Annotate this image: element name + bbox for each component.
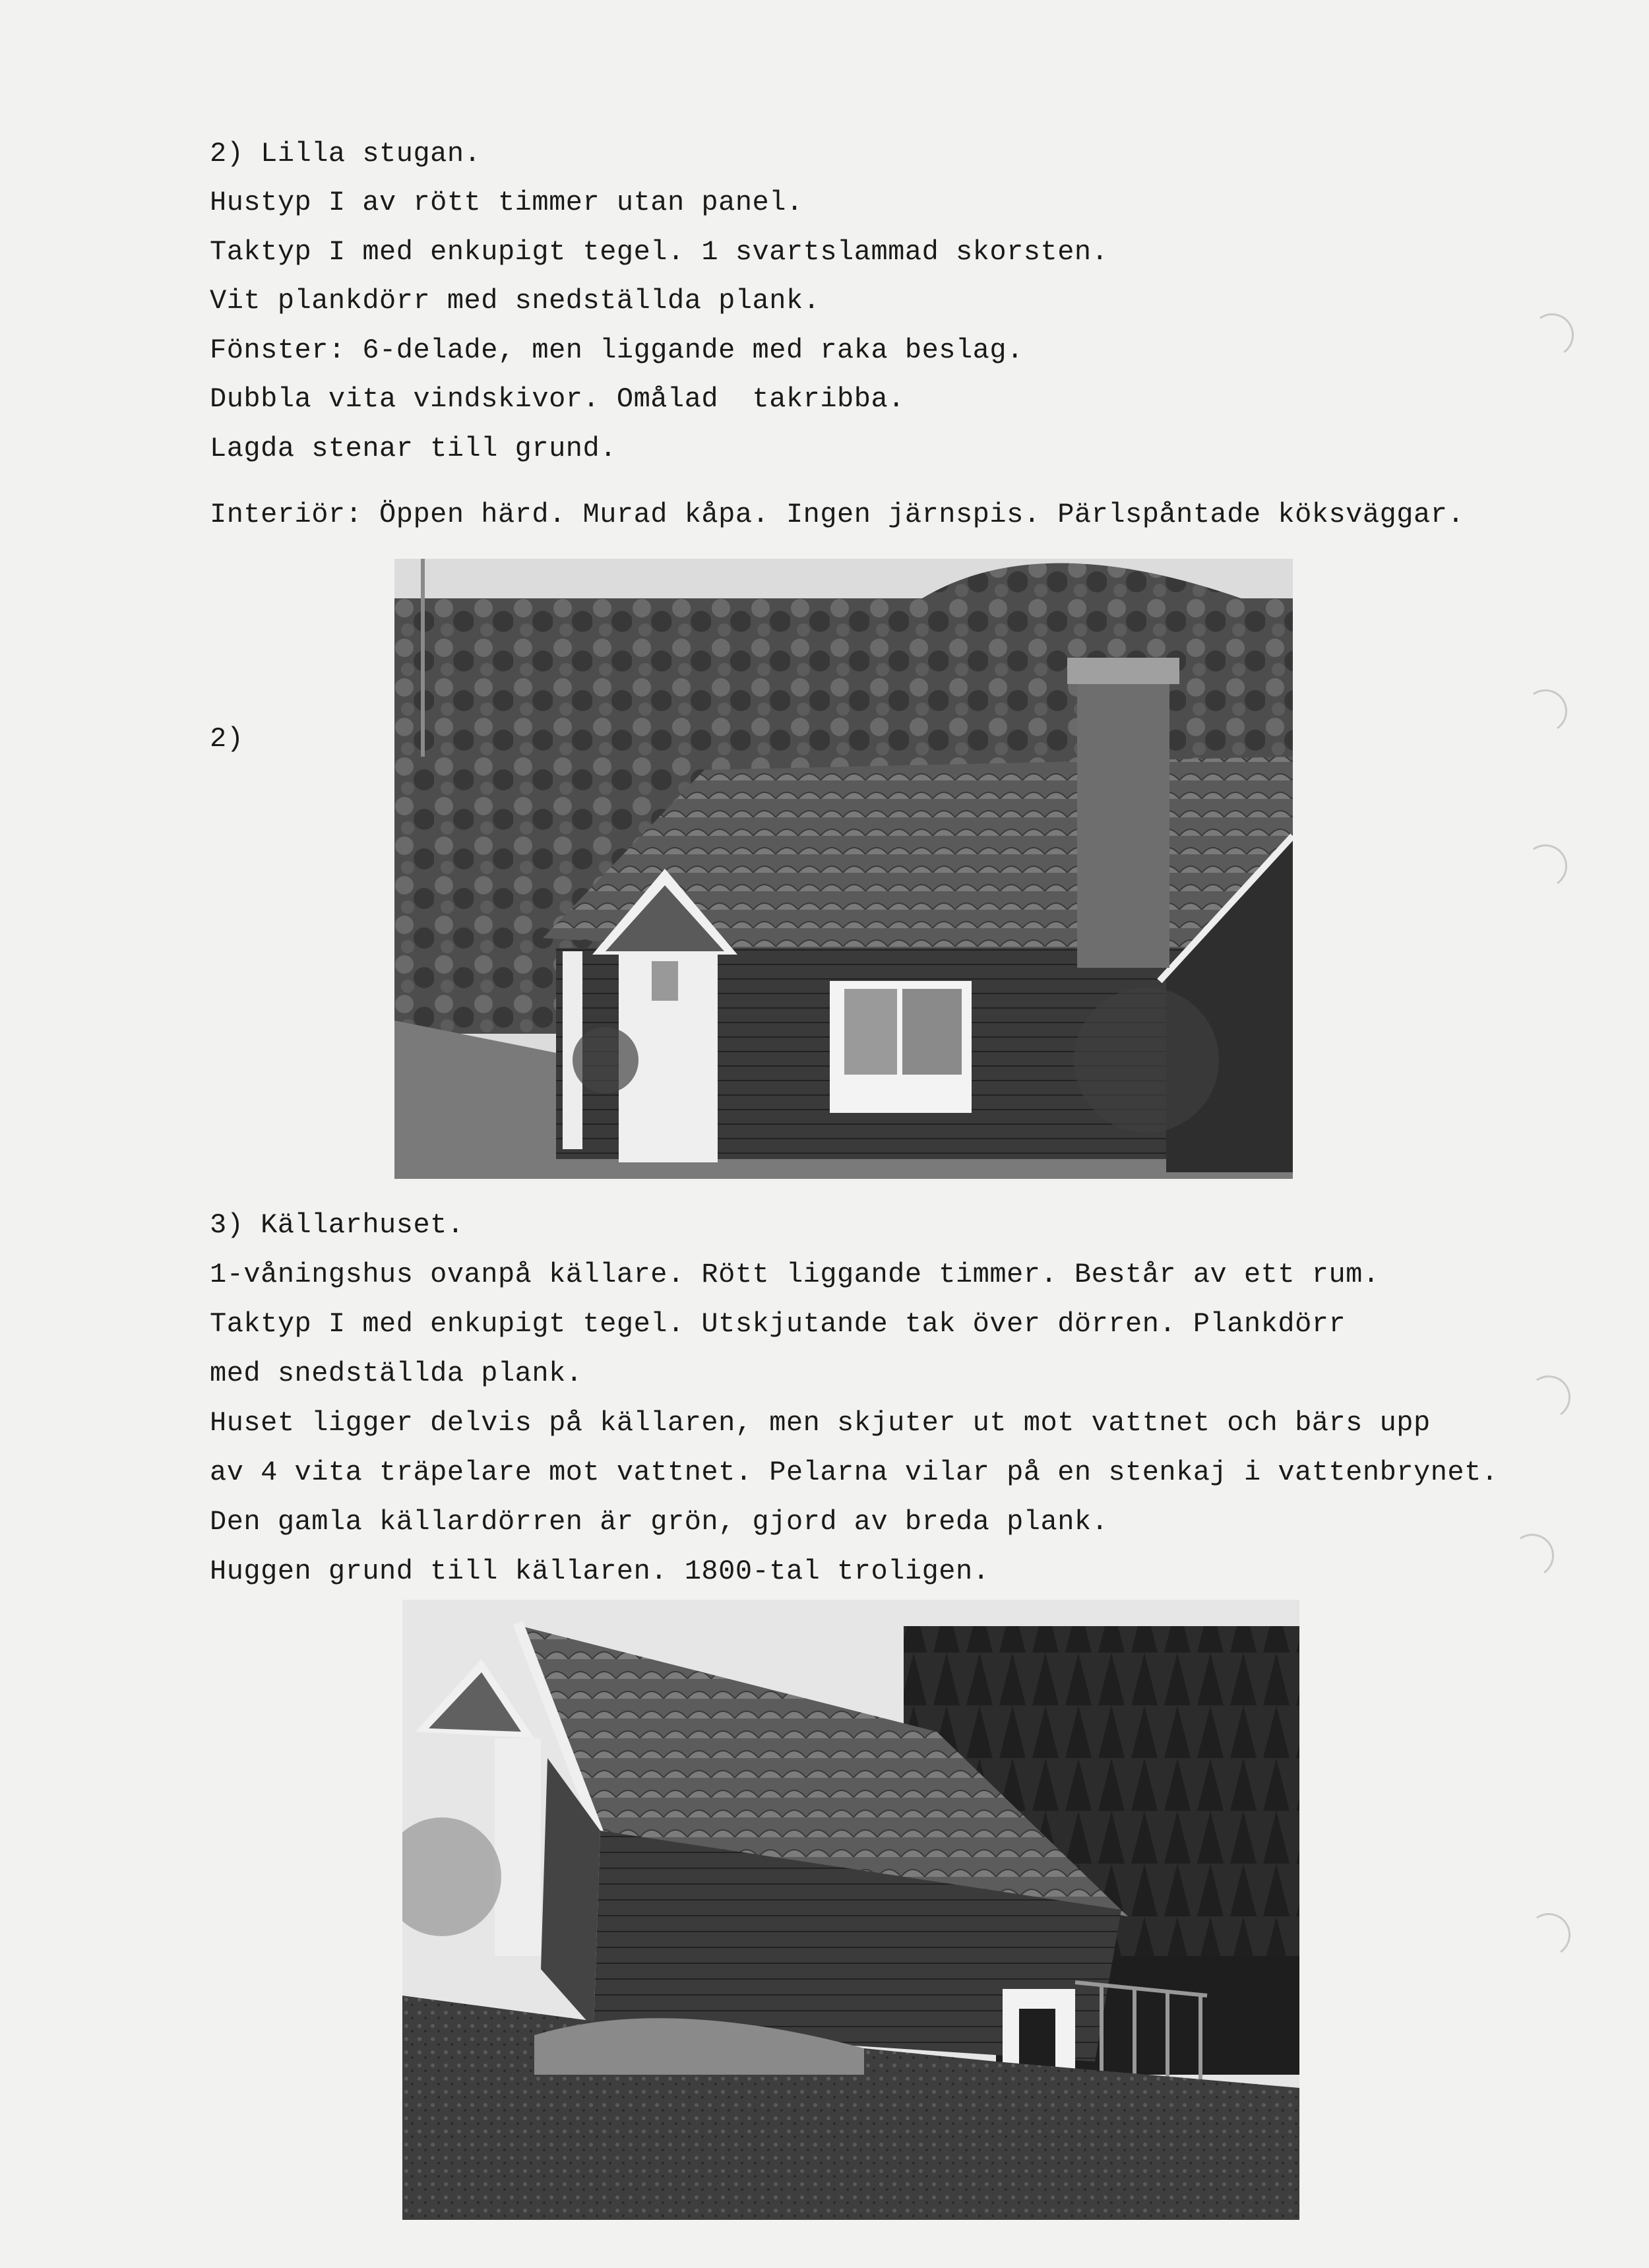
section3-line-7: Huggen grund till källaren. 1800-tal troligen. [210, 1556, 990, 1587]
punch-mark-3 [1520, 841, 1571, 891]
section2-line-6: Lagda stenar till grund. [210, 433, 617, 464]
punch-mark-6 [1524, 1910, 1574, 1960]
punch-mark-1 [1527, 310, 1577, 360]
section3-line-6: Den gamla källardörren är grön, gjord av breda plank. [210, 1506, 1109, 1538]
section2-title: 2) Lilla stugan. [210, 138, 482, 170]
punch-mark-2 [1520, 686, 1571, 736]
section3-line-4: Huset ligger delvis på källaren, men skjuter ut mot vattnet och bärs upp [210, 1407, 1431, 1439]
section2-line-2: Taktyp I med enkupigt tegel. 1 svartslammad skorsten. [210, 236, 1109, 268]
section2-line-5: Dubbla vita vindskivor. Omålad takribba. [210, 383, 905, 415]
section2-line-4: Fönster: 6-delade, men liggande med raka beslag. [210, 334, 1024, 366]
section3-title: 3) Källarhuset. [210, 1209, 464, 1241]
punch-mark-5 [1507, 1530, 1557, 1581]
section2-interior: Interiör: Öppen härd. Murad kåpa. Ingen järnspis. Pärlspåntade köksväggar. [210, 499, 1465, 530]
section3-line-5: av 4 vita träpelare mot vattnet. Pelarna vilar på en stenkaj i vattenbrynet. [210, 1457, 1499, 1488]
punch-mark-4 [1524, 1372, 1574, 1422]
photo-label: 2) [210, 723, 244, 755]
section3-line-2: Taktyp I med enkupigt tegel. Utskjutande tak över dörren. Plankdörr [210, 1308, 1346, 1340]
section2-line-3: Vit plankdörr med snedställda plank. [210, 285, 821, 317]
section2-line-1: Hustyp I av rött timmer utan panel. [210, 187, 803, 218]
photo-lilla-stugan [394, 559, 1293, 1179]
photo-kallarhuset [402, 1600, 1299, 2220]
section3-line-1: 1-våningshus ovanpå källare. Rött liggande timmer. Består av ett rum. [210, 1259, 1380, 1290]
section3-line-3: med snedställda plank. [210, 1358, 583, 1389]
